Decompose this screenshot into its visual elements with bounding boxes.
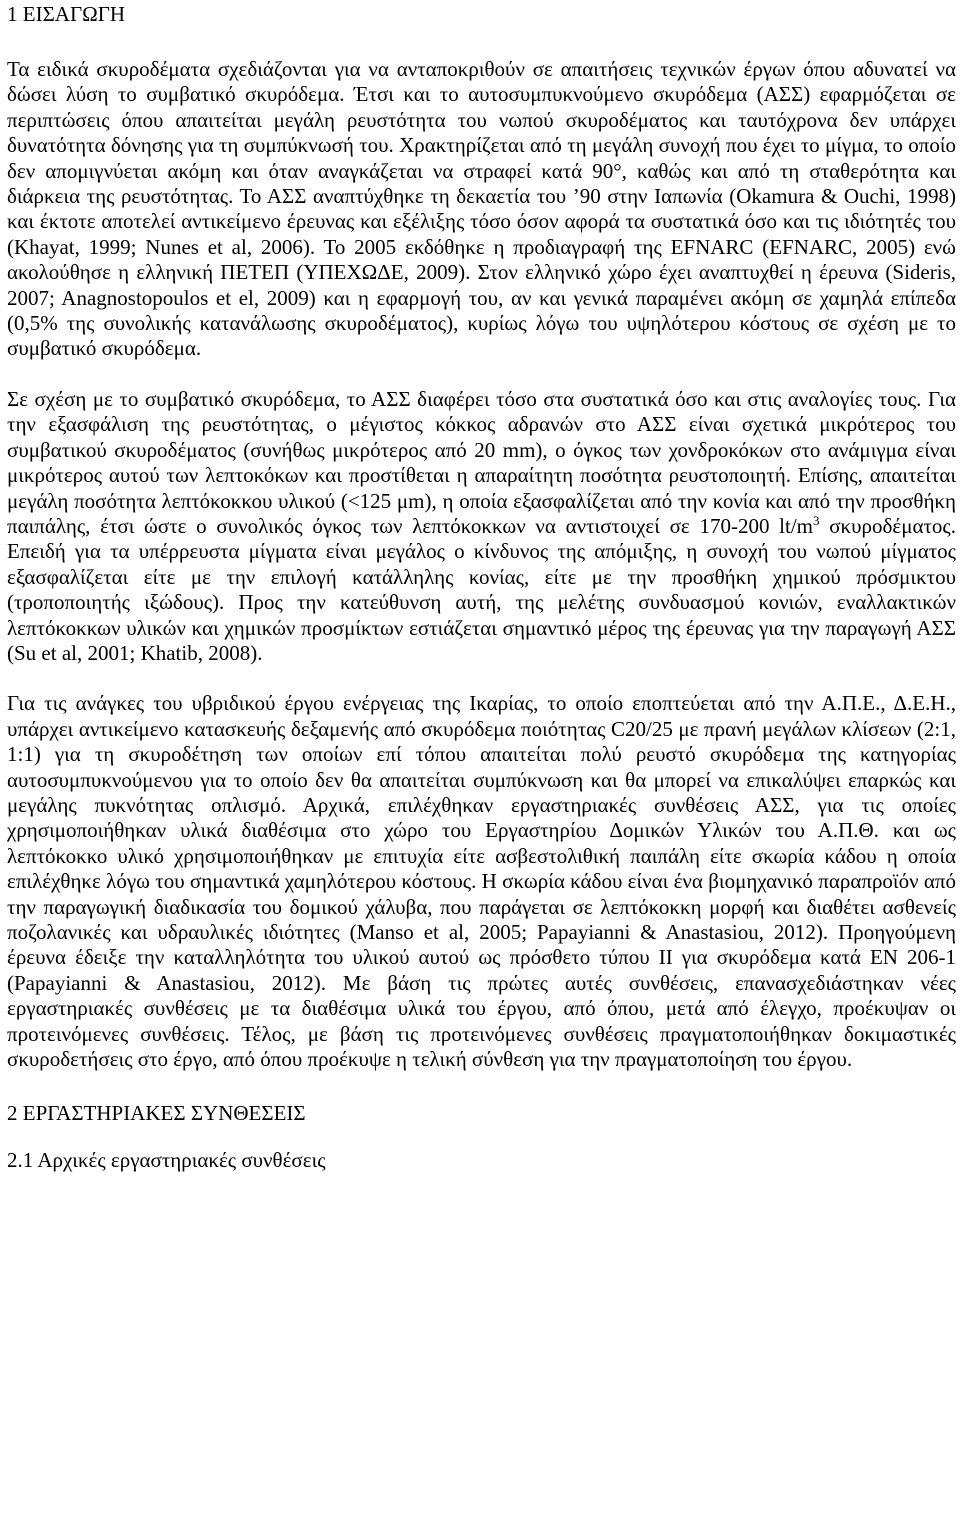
paragraph-scc-composition-text: Σε σχέση με το συμβατικό σκυρόδεμα, το ΑΣΣ διαφέρει τόσο στα συστατικά όσο και στις αναλογίες τους. Για την εξασφάλιση της ρευστότητας, ο μέγιστος κόκκος αδρανών στο ΑΣΣ είναι σχετικά μικρότερος του συμβατικού σκυροδέματος (συνήθως μικρότερος από 20 mm), ο όγκος των χονδροκόκων στο ανάμιγμα είναι μικρότερος αυτού των λεπτοκόκων και προστίθεται η απαραίτητη ποσότητα ρευστοποιητή. Επίσης, απαιτείται μεγάλη ποσότητα λεπτόκοκκου υλικού (<125 μm), η οποία εξασφαλίζεται από την κονία και από την προσθήκη παιπάλης, έτσι ώστε ο συνολικός όγκος των λεπτόκοκκων να αντιστοιχεί σε 170-200 lt/m <box>7 386 956 538</box>
cubic-superscript: 3 <box>813 512 820 528</box>
document-page <box>7 0 956 1173</box>
subsection-heading-initial-mixes: 2.1 Αρχικές εργαστηριακές συνθέσεις <box>7 1148 326 1173</box>
paragraph-scc-composition <box>7 387 956 666</box>
paragraph-scc-composition-text-cont: σκυροδέματος. Επειδή για τα υπέρρευστα μίγματα είναι μεγάλος ο κίνδυνος της απόμιξης, η συνοχή του νωπού μίγματος εξασφαλίζεται είτε με την επιλογή κατάλληλης κονίας, είτε με την προσθήκη χημικού πρόσμικτου (τροποποιητής ιξώδους). Προς την κατεύθυνση αυτή, της μελέτης συνδυασμού κονιών, εναλλακτικών λεπτόκοκκων υλικών και χημικών προσμίκτων εστιάζεται σημαντικό μέρος της έρευνας για την παραγωγή ΑΣΣ (Su et al, 2001; Khatib, 2008). <box>7 513 956 665</box>
paragraph-ikaria-project: Για τις ανάγκες του υβριδικού έργου ενέργειας της Ικαρίας, το οποίο εποπτεύεται από την Α.Π.Ε., Δ.Ε.Η., υπάρχει αντικείμενο κατασκευής δεξαμενής από σκυρόδεμα ποιότητας C20/25 με πρανή μεγάλων κλίσεων (2:1, 1:1) για τη σκυροδέτηση των οποίων επί τόπου απαιτείται πολύ ρευστό σκυρόδεμα της κατηγορίας αυτοσυμπυκνούμενου για το οποίο δεν θα απαιτείται συμπύκνωση και θα μπορεί να επικαλύψει επαρκώς και μεγάλης πυκνότητας οπλισμό. Αρχικά, επιλέχθηκαν εργαστηριακές συνθέσεις ΑΣΣ, για τις οποίες χρησιμοποιήθηκαν υλικά διαθέσιμα στο χώρο του Εργαστηρίου Δομικών Υλικών του Α.Π.Θ. και ως λεπτόκοκκο υλικό χρησιμοποιήθηκαν με επιτυχία είτε ασβεστολιθική παιπάλη είτε σκωρία κάδου η οποία επιλέχθηκε λόγω του σημαντικά χαμηλότερου κόστους. Η σκωρία κάδου είναι ένα βιομηχανικό παραπροϊόν από την παραγωγική διαδικασία του δομικού χάλυβα, που παράγεται σε λεπτόκοκκη μορφή και διαθέτει ασθενείς ποζολανικές και υδραυλικές ιδιότητες (Manso et al, 2005; Papayianni & Anastasiou, 2012). Προηγούμενη έρευνα έδειξε την καταλληλότητα του υλικού αυτού ως πρόσθετο τύπου ΙΙ για σκυρόδεμα κατά EN 206-1 (Papayianni & Anastasiou, 2012). Με βάση τις πρώτες αυτές συνθέσεις, επανασχεδιάστηκαν νέες εργαστηριακές συνθέσεις με τα διαθέσιμα υλικά του έργου, από όπου, μετά από έλεγχο, προέκυψαν οι προτεινόμενες συνθέσεις. Τέλος, με βάση τις προτεινόμενες συνθέσεις πραγματοποιήθηκαν δοκιμαστικές σκυροδετήσεις στο έργο, από όπου προέκυψε η τελική σύνθεση για την πραγματοποίηση του έργου. <box>7 691 956 1072</box>
section-heading-lab-mixes: 2 ΕΡΓΑΣΤΗΡΙΑΚΕΣ ΣΥΝΘΕΣΕΙΣ <box>7 1101 306 1126</box>
section-heading-introduction: 1 ΕΙΣΑΓΩΓΗ <box>7 2 126 26</box>
paragraph-scc-overview: Τα ειδικά σκυροδέματα σχεδιάζονται για να ανταποκριθούν σε απαιτήσεις τεχνικών έργων όπου αδυνατεί να δώσει λύση το συμβατικό σκυρόδεμα. Έτσι και το αυτοσυμπυκνούμενο σκυρόδεμα (ΑΣΣ) εφαρμόζεται σε περιπτώσεις όπου απαιτείται μεγάλη ρευστότητα του νωπού σκυροδέματος και ταυτόχρονα δεν υπάρχει δυνατότητα δόνησης για τη συμπύκνωσή του. Χρακτηρίζεται από τη μεγάλη συνοχή που έχει το μίγμα, το οποίο δεν απομιγνύεται ακόμη και όταν αναγκάζεται να στραφεί κατά 90°, καθώς και από τη σταθερότητα και διάρκεια της ρευστότητας. Το ΑΣΣ αναπτύχθηκε τη δεκαετία του ’90 στην Ιαπωνία (Okamura & Ouchi, 1998) και έκτοτε αποτελεί αντικείμενο έρευνας και εξέλιξης τόσο όσον αφορά τα συστατικά όσο και τις ιδιότητές του (Khayat, 1999; Nunes et al, 2006). Το 2005 εκδόθηκε η προδιαγραφή της EFNARC (EFNARC, 2005) ενώ ακολούθησε η ελληνική ΠΕΤΕΠ (ΥΠΕΧΩΔΕ, 2009). Στον ελληνικό χώρο έχει αναπτυχθεί η έρευνα (Sideris, 2007; Anagnostopoulos et el, 2009) και η εφαρμογή του, αν και γενικά παραμένει ακόμη σε χαμηλά επίπεδα (0,5% της συνολικής κατανάλωσης σκυροδέματος), κυρίως λόγω του υψηλότερου κόστους σε σχέση με το συμβατικό σκυρόδεμα. <box>7 57 956 361</box>
